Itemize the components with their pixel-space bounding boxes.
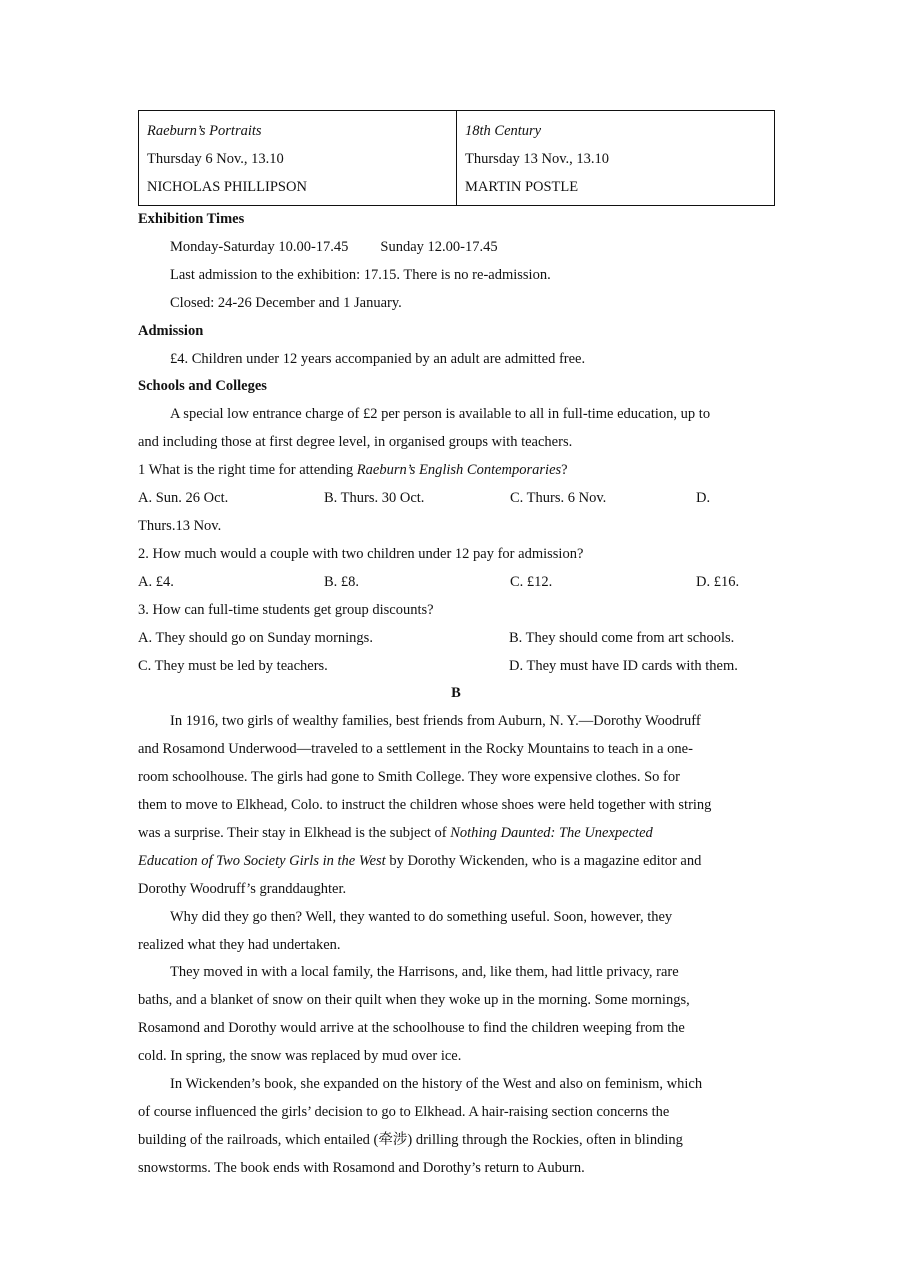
passage-line: realized what they had undertaken. [138, 936, 341, 953]
passage-line: room schoolhouse. The girls had gone to Smith College. They wore expensive clothes. So for [138, 769, 680, 786]
passage-line: of course influenced the girls’ decision to go to Elkhead. A hair-raising section concerns the [138, 1104, 670, 1120]
passage-text: was a surprise. Their stay in Elkhead is the subject of [138, 824, 451, 841]
lecture-speaker: NICHOLAS PHILLIPSON [147, 179, 307, 195]
lecture-title: 18th Century [465, 123, 542, 139]
closed-dates: Closed: 24-26 December and 1 January. [170, 294, 402, 311]
passage-line: them to move to Elkhead, Colo. to instruct the children whose shoes were held together with string [138, 797, 712, 814]
schools-text-line: and including those at first degree level, in organised groups with teachers. [138, 434, 573, 451]
option-d: D. They must have ID cards with them. [509, 657, 738, 674]
schools-text-line: A special low entrance charge of £2 per person is available to all in full-time education, up to [170, 406, 711, 423]
option-b: B. They should come from art schools. [509, 629, 735, 646]
question-3-options-row2 [138, 653, 774, 681]
question-1-stem [138, 457, 774, 485]
book-title: Nothing Daunted: The Unexpected [450, 824, 653, 841]
passage-line: In 1916, two girls of wealthy families, best friends from Auburn, N. Y.—Dorothy Woodruff [170, 713, 701, 730]
exhibition-hours [138, 234, 774, 262]
last-admission: Last admission to the exhibition: 17.15. There is no re-admission. [170, 266, 551, 283]
lecture-date: Thursday 13 Nov., 13.10 [465, 151, 610, 167]
lecture-title: Raeburn’s Portraits [147, 123, 262, 139]
passage-line: Why did they go then? Well, they wanted to do something useful. Soon, however, they [170, 908, 673, 925]
option-d: D. £16. [696, 573, 740, 590]
question-italic-title: Raeburn’s English Contemporaries [356, 462, 562, 479]
option-d-wrap: Thurs.13 Nov. [138, 517, 222, 534]
passage-paragraph-2 [138, 904, 774, 960]
question-2-options [138, 569, 774, 597]
passage-line: Rosamond and Dorothy would arrive at the schoolhouse to find the children weeping from the [138, 1020, 685, 1037]
option-a: A. They should go on Sunday mornings. [138, 629, 373, 646]
document-page [138, 110, 774, 1183]
option-a: A. Sun. 26 Oct. [138, 490, 229, 507]
passage-line: In Wickenden’s book, she expanded on the history of the West and also on feminism, which [170, 1076, 703, 1093]
question-2-stem: 2. How much would a couple with two children under 12 pay for admission? [138, 545, 584, 562]
question-1-options [138, 485, 774, 513]
lecture-table [138, 110, 775, 206]
admission-heading: Admission [138, 322, 204, 339]
passage-line: and Rosamond Underwood—traveled to a settlement in the Rocky Mountains to teach in a one- [138, 741, 693, 758]
question-text: 1 What is the right time for attending [138, 462, 357, 479]
question-3-options-row1 [138, 625, 774, 653]
question-text: ? [561, 462, 568, 479]
passage-paragraph-3 [138, 959, 774, 1071]
passage-line [138, 848, 774, 876]
option-a: A. £4. [138, 573, 174, 590]
option-c: C. They must be led by teachers. [138, 657, 328, 674]
passage-line: They moved in with a local family, the Harrisons, and, like them, had little privacy, rare [170, 964, 679, 981]
passage-line: building of the railroads, which entailed (牵涉) drilling through the Rockies, often in blinding [138, 1131, 683, 1148]
option-c: C. Thurs. 6 Nov. [510, 490, 607, 507]
lecture-speaker: MARTIN POSTLE [465, 179, 579, 195]
book-title: Education of Two Society Girls in the West [138, 852, 386, 869]
passage-line: cold. In spring, the snow was replaced by mud over ice. [138, 1048, 462, 1065]
schools-heading: Schools and Colleges [138, 378, 267, 395]
passage-line [138, 820, 774, 848]
passage-line: Dorothy Woodruff’s granddaughter. [138, 880, 347, 897]
option-c: C. £12. [510, 573, 553, 590]
passage-paragraph-4 [138, 1071, 774, 1183]
sunday-hours: Sunday 12.00-17.45 [380, 238, 498, 255]
option-d: D. [696, 490, 711, 507]
lecture-cell [139, 111, 457, 206]
exhibition-heading: Exhibition Times [138, 211, 245, 227]
passage-line: snowstorms. The book ends with Rosamond and Dorothy’s return to Auburn. [138, 1159, 585, 1176]
passage-text: by Dorothy Wickenden, who is a magazine editor and [385, 852, 702, 869]
option-b: B. £8. [324, 573, 360, 590]
option-b: B. Thurs. 30 Oct. [324, 490, 425, 507]
admission-text: £4. Children under 12 years accompanied by an adult are admitted free. [170, 350, 586, 367]
passage-paragraph-1 [138, 708, 774, 903]
weekday-hours: Monday-Saturday 10.00-17.45 [170, 238, 349, 255]
lecture-cell [457, 111, 775, 206]
passage-line: baths, and a blanket of snow on their quilt when they woke up in the morning. Some mornings, [138, 992, 690, 1009]
question-3-stem: 3. How can full-time students get group discounts? [138, 601, 434, 618]
section-b-label: B [451, 685, 461, 702]
lecture-date: Thursday 6 Nov., 13.10 [147, 151, 284, 167]
